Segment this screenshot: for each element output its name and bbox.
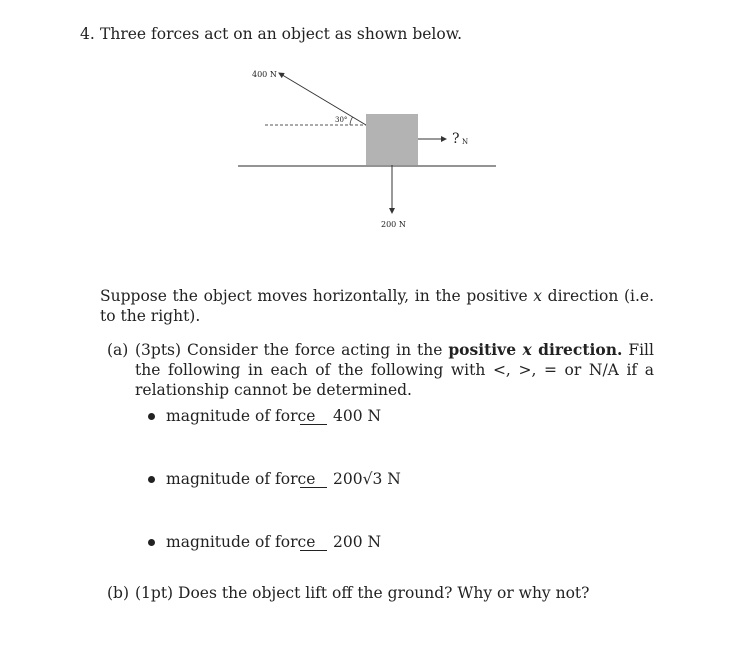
item-2-prefix: magnitude of force	[166, 470, 316, 488]
force-400-arrow	[279, 73, 366, 125]
bullet-2	[148, 476, 155, 483]
item-1-value: 400 N	[333, 407, 382, 425]
force-200-label: 200 N	[381, 220, 406, 229]
question-stem: Three forces act on an object as shown below.	[100, 25, 463, 43]
part-b-label: (b)	[107, 584, 130, 602]
part-a-text: (3pts) Consider the force acting in the positive x direction. Fill the following in each of the following with <, >, = or N/A if a relationship cannot be determined.	[135, 340, 654, 399]
force-unknown-unit: N	[462, 138, 469, 146]
item-3-prefix: magnitude of force	[166, 533, 316, 551]
scenario-text: Suppose the object moves horizontally, in the positive x direction (i.e. to the right).	[100, 287, 654, 325]
angle-arc	[350, 117, 353, 125]
bullet-1	[148, 413, 155, 420]
question-number: 4.	[80, 25, 95, 43]
answer-blank-3[interactable]	[300, 550, 327, 551]
part-a-label: (a)	[107, 341, 129, 359]
item-3-value: 200 N	[333, 533, 382, 551]
bullet-3	[148, 539, 155, 546]
answer-blank-1[interactable]	[300, 424, 327, 425]
angle-label: 30°	[335, 116, 348, 124]
force-unknown-question: ?	[452, 131, 460, 147]
item-1-prefix: magnitude of force	[166, 407, 316, 425]
item-2-value: 200√3 N	[333, 470, 401, 488]
force-400-label: 400 N	[252, 70, 277, 79]
part-b-text: (1pt) Does the object lift off the ground? Why or why not?	[135, 584, 590, 602]
object-block	[366, 114, 418, 165]
answer-blank-2[interactable]	[300, 487, 327, 488]
